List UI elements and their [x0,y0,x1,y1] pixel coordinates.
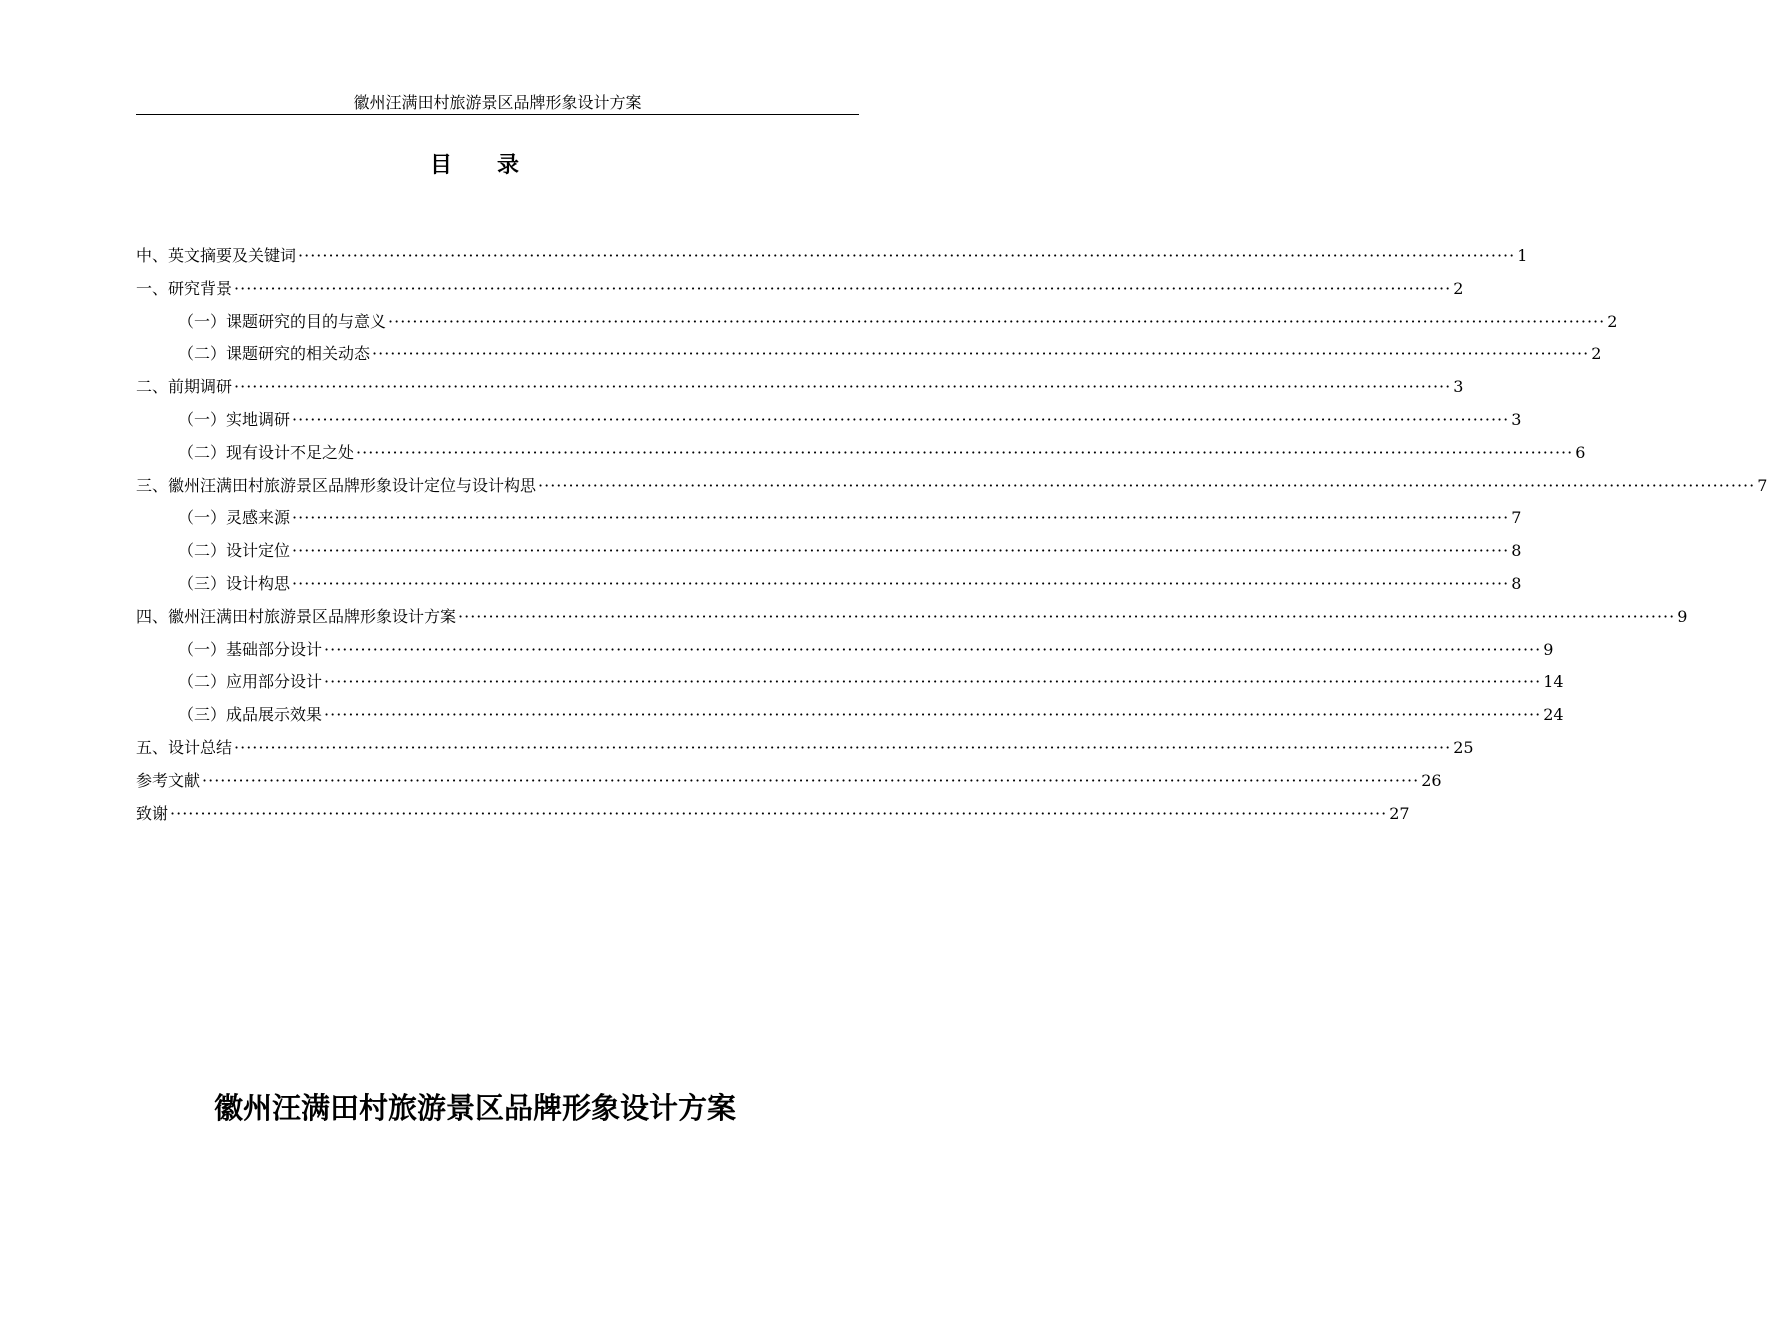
dot-leader: ········································································································································································································ [324,639,1542,659]
header-rule [136,114,859,115]
toc-entry-page: 9 [1543,639,1554,659]
toc-entry-label: （一）实地调研 [178,409,291,429]
toc-entry-label: 四、徽州汪满田村旅游景区品牌形象设计方案 [136,606,457,626]
toc-entry-label: （三）设计构思 [178,573,291,593]
toc-entry[interactable] [136,338,1602,371]
toc-entry[interactable] [136,404,1522,437]
dot-leader: ········································································································································································································ [292,409,1510,429]
toc-entry[interactable] [136,437,1586,470]
toc-entry-page: 9 [1677,606,1688,626]
toc-entry[interactable] [136,470,1767,503]
toc-title [0,148,950,179]
dot-leader: ········································································································································································································ [170,803,1388,823]
toc-entry[interactable] [136,371,1464,404]
toc-entry-page: 2 [1607,311,1618,331]
toc-entry-page: 14 [1543,672,1564,692]
toc-entry-page: 8 [1511,573,1522,593]
dot-leader: ········································································································································································································ [356,442,1574,462]
toc-entry-page: 1 [1517,246,1528,265]
toc-entry-label: （二）设计定位 [178,541,291,561]
toc-entry-page: 24 [1543,705,1564,725]
toc-entry-page: 7 [1757,475,1767,495]
toc-entry[interactable] [136,798,1410,831]
toc-entry-label: 致谢 [136,803,169,823]
toc-entry-label: 三、徽州汪满田村旅游景区品牌形象设计定位与设计构思 [136,475,537,495]
dot-leader: ········································································································································································································ [298,246,1516,265]
dot-leader: ········································································································································································································ [388,311,1606,331]
toc-entry-page: 25 [1453,737,1474,757]
toc-entry[interactable] [136,699,1564,732]
toc-entry-page: 2 [1591,344,1602,364]
toc-entry-page: 27 [1389,803,1410,823]
toc-entry[interactable] [136,306,1618,339]
table-of-contents [136,240,1767,830]
dot-leader: ········································································································································································································ [234,278,1452,298]
dot-leader: ········································································································································································································ [202,770,1420,790]
toc-entry-page: 2 [1453,278,1464,298]
toc-entry-page: 8 [1511,541,1522,561]
toc-entry[interactable] [136,240,1528,273]
dot-leader: ········································································································································································································ [324,672,1542,692]
dot-leader: ········································································································································································································ [234,377,1452,397]
dot-leader: ········································································································································································································ [234,737,1452,757]
toc-entry[interactable] [136,732,1474,765]
toc-entry-page: 26 [1421,770,1442,790]
toc-entry[interactable] [136,535,1522,568]
dot-leader: ········································································································································································································ [538,475,1756,495]
toc-entry[interactable] [136,765,1442,798]
toc-title-char-2: 录 [497,153,521,178]
toc-entry-label: 一、研究背景 [136,278,233,298]
running-header: 徽州汪满田村旅游景区品牌形象设计方案 [353,93,642,112]
toc-entry-label: （二）应用部分设计 [178,672,323,692]
toc-entry-label: （一）课题研究的目的与意义 [178,311,387,331]
toc-entry-page: 3 [1511,409,1522,429]
toc-entry-label: （一）灵感来源 [178,508,291,528]
dot-leader: ········································································································································································································ [292,508,1510,528]
toc-title-char-1: 目 [429,153,453,178]
toc-entry-page: 3 [1453,377,1464,397]
toc-entry[interactable] [136,568,1522,601]
toc-entry-page: 6 [1575,442,1586,462]
toc-entry-label: 五、设计总结 [136,737,233,757]
toc-entry-label: （三）成品展示效果 [178,705,323,725]
toc-entry-label: 参考文献 [136,770,201,790]
toc-entry-label: 中、英文摘要及关键词 [136,246,297,265]
toc-entry[interactable] [136,273,1464,306]
toc-entry-page: 7 [1511,508,1522,528]
toc-entry[interactable] [136,634,1554,667]
toc-entry-label: （二）课题研究的相关动态 [178,344,371,364]
toc-entry-label: （一）基础部分设计 [178,639,323,659]
dot-leader: ········································································································································································································ [292,541,1510,561]
document-title: 徽州汪满田村旅游景区品牌形象设计方案 [213,1091,736,1125]
toc-entry[interactable] [136,666,1564,699]
toc-entry-label: 二、前期调研 [136,377,233,397]
dot-leader: ········································································································································································································ [324,705,1542,725]
toc-entry-label: （二）现有设计不足之处 [178,442,355,462]
dot-leader: ········································································································································································································ [292,573,1510,593]
dot-leader: ········································································································································································································ [372,344,1590,364]
toc-entry[interactable] [136,601,1688,634]
toc-entry[interactable] [136,502,1522,535]
dot-leader: ········································································································································································································ [458,606,1676,626]
